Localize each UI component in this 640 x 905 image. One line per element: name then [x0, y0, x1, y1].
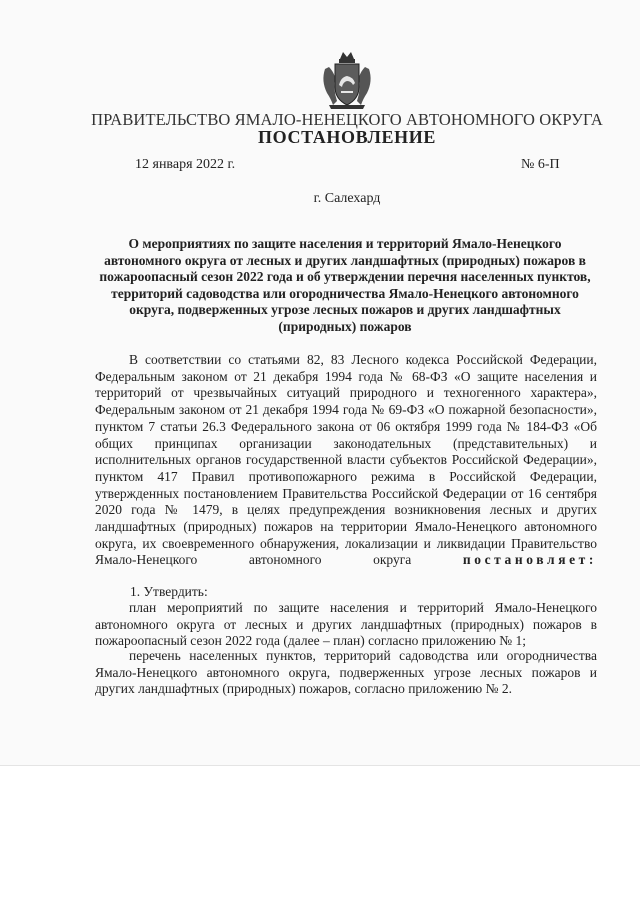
item-1-paragraph-2: перечень населенных пунктов, территорий садоводства или огородничества Ямало-Ненецкого автономного округа, подверженных угрозе лесных пожаров и других ландшафтных (природных) пожаров, согласно приложению № 2.: [95, 648, 597, 697]
document-city: г. Салехард: [313, 191, 381, 206]
preamble-text: В соответствии со статьями 82, 83 Лесного кодекса Российской Федерации, Федеральным законом от 21 декабря 1994 года № 68-ФЗ «О защите населения и территорий от чрезвычайных ситуаций природного и техногенного характера», Федеральным законом от 21 декабря 1994 года № 69-ФЗ «О пожарной безопасности», пунктом 7 статьи 26.3 Федерального закона от 06 октября 1999 года № 184-ФЗ «Об общих принципах организации законодательных (представительных) и исполнительных органов государственной власти субъектов Российской Федерации», пунктом 417 Правил противопожарного режима в Российской Федерации, утвержденных постановлением Правительства Российской Федерации от 16 сентября 2020 года № 1479, в целях предупреждения возникновения лесных и других ландшафтных (природных) пожаров на территории Ямало-Ненецкого автономного округа, их своевременного обнаружения, локализации и ликвидации Правительство Ямало-Ненецкого автономного округа: [95, 352, 597, 568]
document-heading: О мероприятиях по защите населения и территорий Ямало-Ненецкого автономного округа от лесных и других ландшафтных (природных) пожаров в пожароопасный сезон 2022 года и об утверждении перечня населенных пунктов, территорий садоводства или огородничества Ямало-Ненецкого автономного округа, подверженных угрозе лесных пожаров и других ландшафтных (природных) пожаров: [99, 236, 591, 334]
resolves-word: постановляет:: [462, 552, 598, 568]
item-1-paragraph-1: план мероприятий по защите населения и территорий Ямало-Ненецкого автономного округа от лесных и других ландшафтных (природных) пожаров в пожароопасный сезон 2022 года (далее – план) согласно приложению № 1;: [95, 600, 597, 649]
coat-of-arms-icon: [319, 49, 375, 111]
preamble-paragraph: [95, 352, 597, 569]
government-name: ПРАВИТЕЛЬСТВО ЯМАЛО-НЕНЕЦКОГО АВТОНОМНОГО ОКРУГА: [91, 110, 603, 129]
item-1-heading: 1. Утвердить:: [130, 584, 208, 599]
document-number: № 6-П: [521, 157, 560, 172]
document-type: ПОСТАНОВЛЕНИЕ: [258, 127, 436, 147]
document-date: 12 января 2022 г.: [135, 157, 236, 172]
